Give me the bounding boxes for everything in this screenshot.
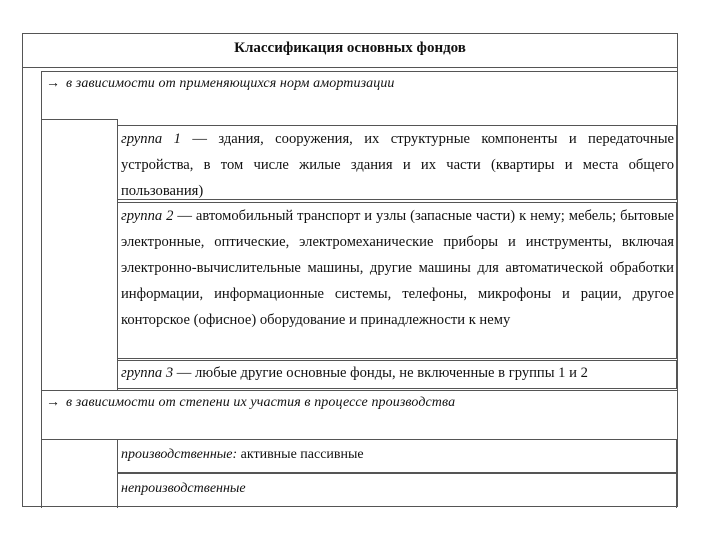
group-1-cell — [117, 125, 677, 200]
production-types: активные пассивные — [237, 447, 364, 462]
classification-table — [22, 33, 678, 507]
section-heading-production — [41, 390, 677, 440]
indent-cell — [41, 439, 118, 508]
group-label: группа 3 — [121, 365, 174, 381]
group-3-cell — [117, 360, 677, 389]
group-description: — здания, сооружения, их структурные компоненты и передаточные устройства, в том числе жилые здания и их части (квартиры и места общего пользования) — [121, 131, 674, 199]
group-description: — автомобильный транспорт и узлы (запасные части) к нему; мебель; бытовые электронные, оптические, электромеханические приборы и инструменты, включая электронно-вычислительные машины, другие машины для автоматической обработки информации, информационные системы, телефоны, микрофоны и рации, другое конторское (офисное) оборудование и принадлежности к нему — [121, 208, 674, 328]
group-2-cell — [117, 202, 677, 359]
nonproduction-cell — [117, 473, 677, 508]
arrow-right-icon: → — [46, 395, 60, 410]
arrow-right-icon: → — [46, 76, 60, 91]
production-cell — [117, 439, 677, 473]
section-heading-text: в зависимости от применяющихся норм амортизации — [66, 76, 395, 91]
section-heading-text: в зависимости от степени их участия в процессе производства — [66, 395, 456, 410]
group-label: группа 1 — [121, 131, 181, 147]
section-heading-amortization — [41, 71, 677, 120]
group-label: группа 2 — [121, 208, 174, 224]
table-title: Классификация основных фондов — [23, 34, 677, 68]
nonproduction-label: непроизводственные — [121, 481, 246, 496]
group-description: — любые другие основные фонды, не включенные в группы 1 и 2 — [173, 365, 588, 381]
indent-cell — [41, 119, 118, 390]
production-label: производственные: — [121, 447, 238, 462]
